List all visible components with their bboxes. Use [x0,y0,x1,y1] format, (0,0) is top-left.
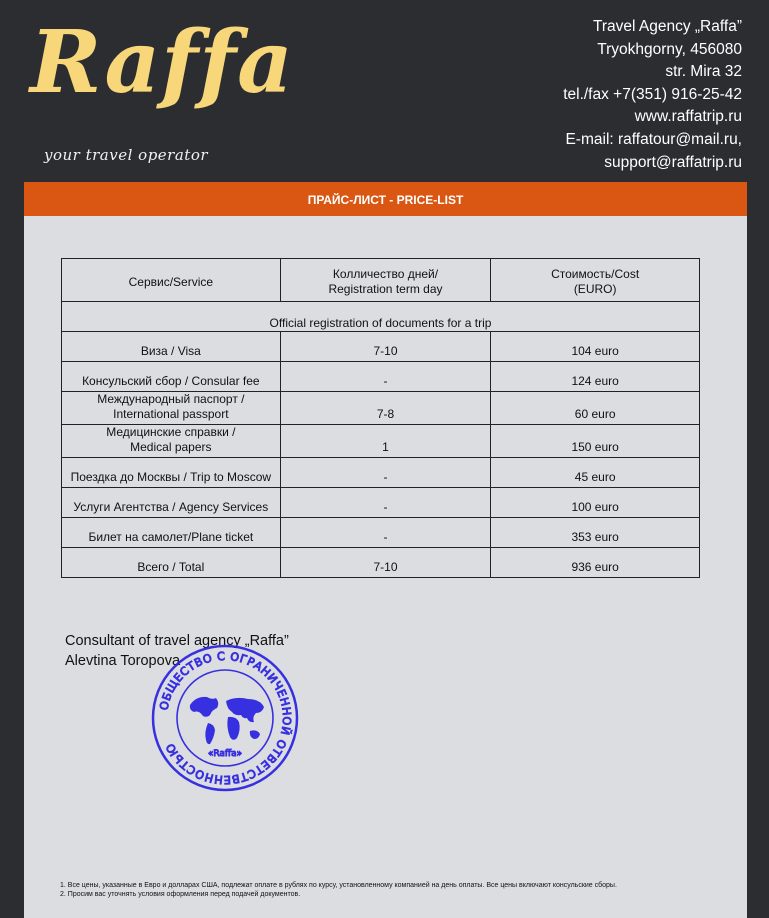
service-cell: Услуги Агентства / Agency Services [62,488,281,518]
table-row [62,518,700,548]
table-row [62,488,700,518]
term-cell: - [280,518,491,548]
cost-cell: 100 euro [491,488,700,518]
table-row [62,458,700,488]
consultant-title: Consultant of travel agency „Raffa” [65,633,289,649]
cost-column-header: Стоимость/Cost (EURO) [491,259,700,302]
price-list-banner: ПРАЙС-ЛИСТ - PRICE-LIST [24,182,747,216]
footnote-1: 1. Все цены, указанные в Евро и долларах США, подлежат оплате в рублях по курсу, установленному компанией на день оплаты. Все цены включают консульские сборы. [60,882,617,889]
contact-block [563,16,742,174]
term-cell: 7-10 [280,548,491,578]
term-cell: 7-8 [280,392,491,425]
footnotes [60,882,720,899]
city-postcode: Tryokhgorny, 456080 [597,40,742,58]
table-row [62,392,700,425]
cost-cell: 45 euro [491,458,700,488]
term-cell: 1 [280,425,491,458]
service-cell: Поездка до Москвы / Trip to Moscow [62,458,281,488]
service-cell: Медицинские справки / Medical papers [62,425,281,458]
cost-cell: 353 euro [491,518,700,548]
support-email-link[interactable]: support@raffatrip.ru [604,153,742,171]
service-cell: Билет на самолет/Plane ticket [62,518,281,548]
world-map-icon [190,697,264,744]
service-cell: Международный паспорт / International passport [62,392,281,425]
section-title: Official registration of documents for a trip [62,302,700,332]
table-row [62,425,700,458]
stamp-bottom-text: «Raffa» [207,749,243,759]
company-stamp [150,643,300,793]
price-list-sheet [24,182,747,918]
term-cell: - [280,362,491,392]
header [0,0,769,180]
footnote-2: 2. Просим вас уточнять условия оформления перед подачей документов. [60,890,301,898]
service-cell: Виза / Visa [62,332,281,362]
cost-cell: 104 euro [491,332,700,362]
term-cell: - [280,458,491,488]
cost-cell: 124 euro [491,362,700,392]
service-column-header: Сервис/Service [62,259,281,302]
term-cell: 7-10 [280,332,491,362]
raffa-logo: Raffa [30,12,294,113]
phone-fax: tel./fax +7(351) 916-25-42 [563,85,742,103]
cost-cell: 60 euro [491,392,700,425]
service-cell: Консульский сбор / Consular fee [62,362,281,392]
section-row [62,302,700,332]
stamp-outer-ring [153,646,297,790]
street-address: str. Mira 32 [665,63,742,81]
service-cell: Всего / Total [62,548,281,578]
agency-name: Travel Agency „Raffa” [592,18,742,35]
website-link[interactable]: www.raffatrip.ru [634,108,742,126]
table-header-row [62,259,700,302]
logo-tagline: your travel operator [44,146,209,164]
cost-cell: 150 euro [491,425,700,458]
email-link[interactable]: E-mail: raffatour@mail.ru, [565,130,742,148]
table-row [62,332,700,362]
table-row [62,548,700,578]
price-table [61,258,700,578]
cost-cell: 936 euro [491,548,700,578]
term-column-header: Колличество дней/ Registration term day [280,259,491,302]
table-row [62,362,700,392]
stamp-ring-text: ОБЩЕСТВО С ОГРАНИЧЕННОЙ ОТВЕТСТВЕННОСТЬЮ [157,649,294,787]
consultant-name: Alevtina Toropova [65,653,181,669]
term-cell: - [280,488,491,518]
